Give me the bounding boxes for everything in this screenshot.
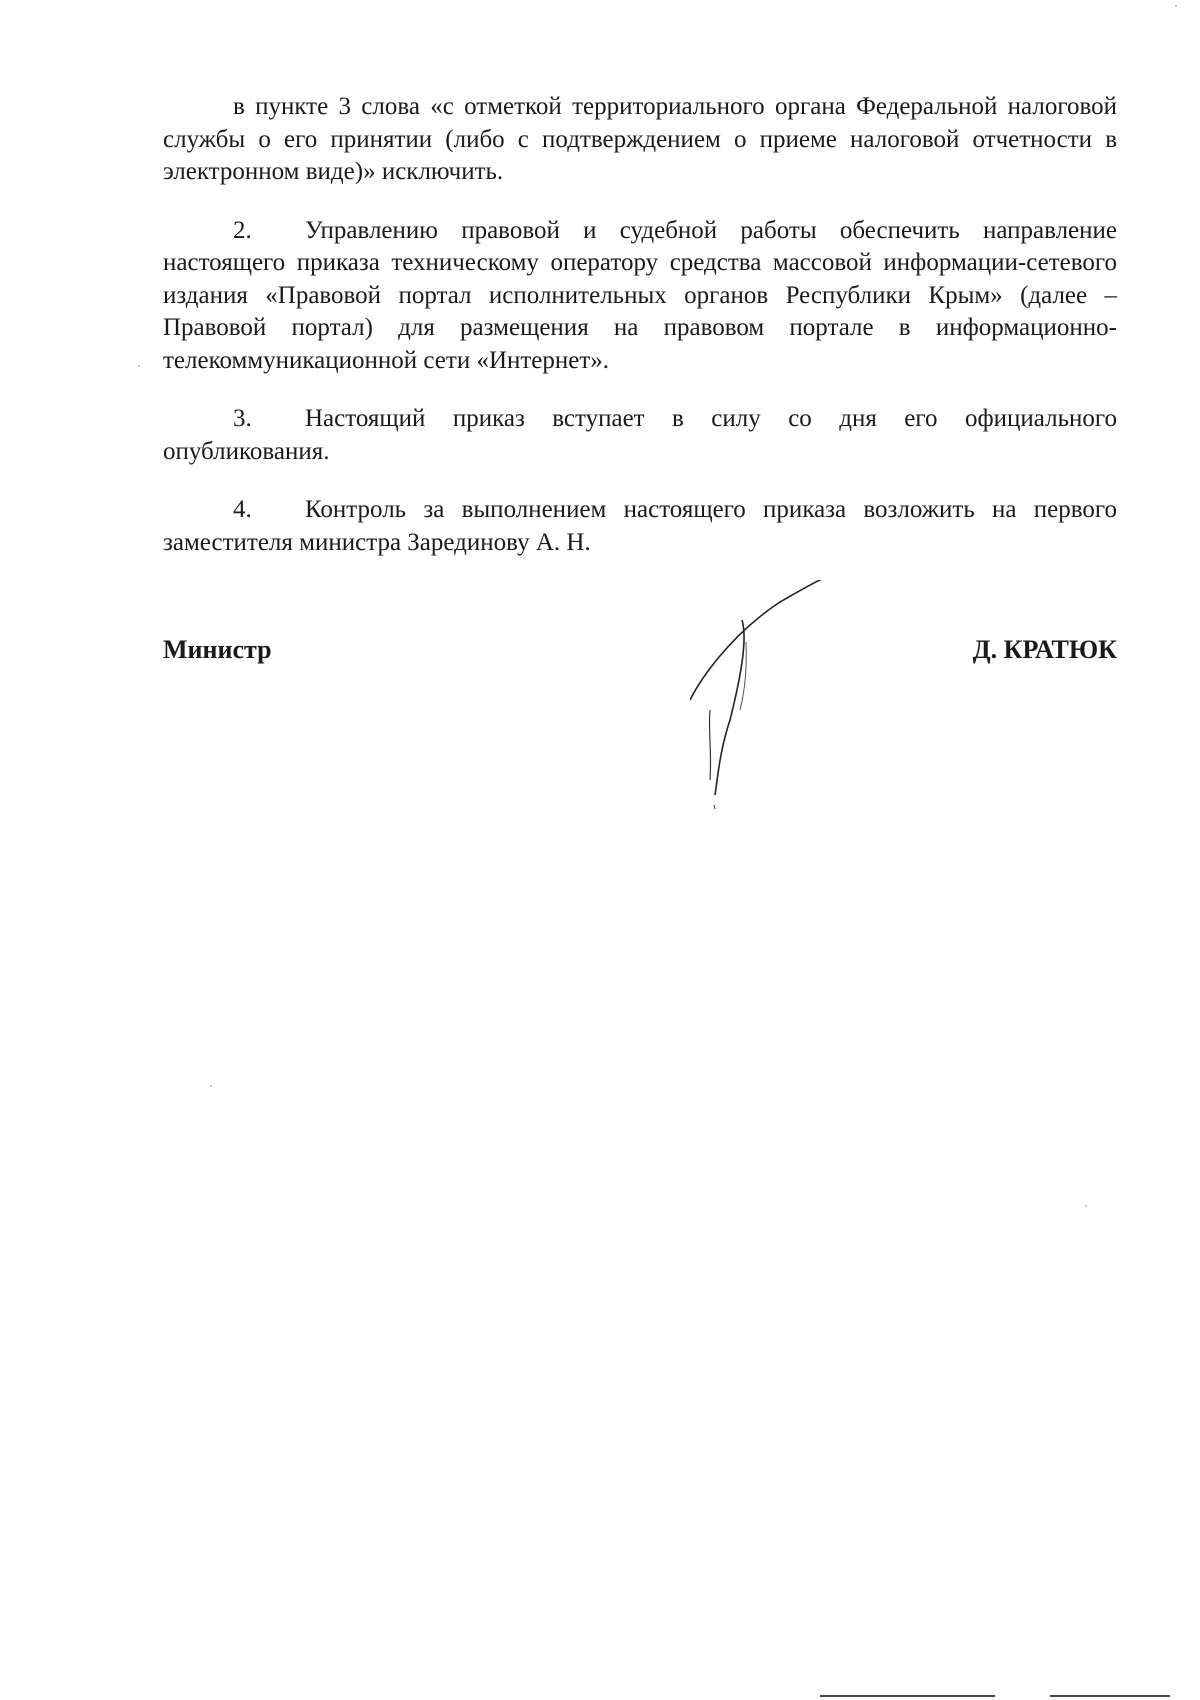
paragraph-4-text: Контроль за выполнением настоящего приказа возложить на первого заместителя министра Зарединову А. Н. — [163, 496, 1117, 556]
scan-speck — [210, 1085, 212, 1087]
paragraph-4-number: 4. — [233, 496, 252, 523]
paragraph-1 — [163, 91, 1117, 189]
bottom-rule — [1050, 1695, 1170, 1697]
paragraph-2 — [163, 215, 1117, 378]
paragraph-2-text: Управлению правовой и судебной работы обеспечить направление настоящего приказа техническому оператору средства массовой информации-сетевого издания «Правовой портал исполнительных органов Республики Крым» (далее – Правовой портал) для размещения на правовом портале в информационно-телекоммуникационной сети «Интернет». — [163, 216, 1117, 374]
scan-speck — [138, 365, 140, 367]
bottom-rule — [820, 1695, 995, 1697]
paragraph-1-text: в пункте 3 слова «с отметкой территориального органа Федеральной налоговой службы о его принятии (либо с подтверждением о приеме налоговой отчетности в электронном виде)» исключить. — [163, 93, 1117, 185]
signatory-name: Д. КРАТЮК — [972, 635, 1117, 664]
scan-speck — [1085, 1205, 1087, 1207]
paragraph-3-number: 3. — [233, 405, 252, 432]
paragraph-3-text: Настоящий приказ вступает в силу со дня его официального опубликования. — [163, 405, 1117, 465]
document-body — [163, 91, 1117, 585]
paragraph-3 — [163, 403, 1117, 468]
scan-speck — [1175, 5, 1177, 7]
paragraph-4 — [163, 494, 1117, 559]
signatory-title: Министр — [163, 635, 272, 664]
paragraph-2-number: 2. — [233, 216, 252, 244]
handwritten-signature-icon — [690, 580, 870, 810]
